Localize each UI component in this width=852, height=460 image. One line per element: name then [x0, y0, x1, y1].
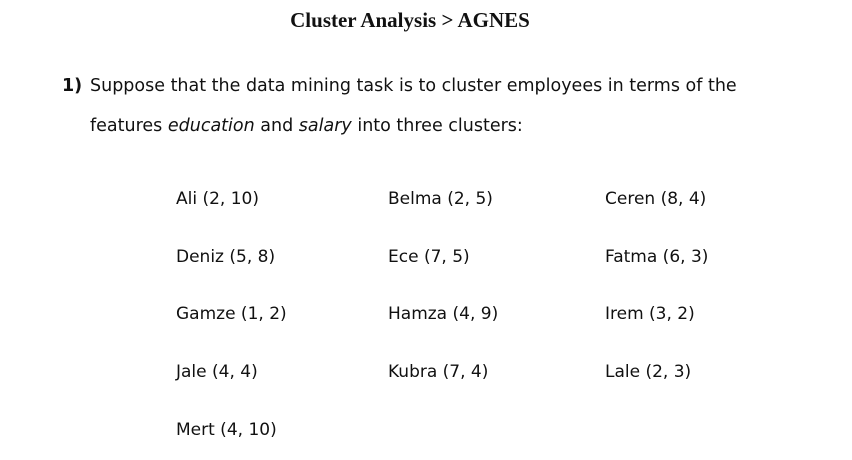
data-point: Mert (4, 10)	[176, 420, 277, 440]
data-point: Belma (2, 5)	[388, 189, 493, 209]
data-point: Ece (7, 5)	[388, 247, 470, 267]
data-point: Ceren (8, 4)	[605, 189, 707, 209]
data-point: Kubra (7, 4)	[388, 362, 489, 382]
question-text-mid: and	[254, 116, 299, 136]
question-text-suffix: into three clusters:	[351, 116, 523, 136]
data-point: Lale (2, 3)	[605, 362, 692, 382]
data-point: Fatma (6, 3)	[605, 247, 709, 267]
data-point: Gamze (1, 2)	[176, 304, 287, 324]
question-text-prefix: features	[90, 116, 168, 136]
question-text-line-1: Suppose that the data mining task is to cluster employees in terms of the	[90, 76, 737, 96]
data-point: Ali (2, 10)	[176, 189, 259, 209]
page-title: Cluster Analysis > AGNES	[290, 8, 530, 32]
data-point: Irem (3, 2)	[605, 304, 695, 324]
feature-salary: salary	[298, 116, 352, 136]
data-point: Jale (4, 4)	[176, 362, 258, 382]
data-point: Deniz (5, 8)	[176, 247, 276, 267]
question-number: 1)	[62, 76, 83, 96]
data-point: Hamza (4, 9)	[388, 304, 499, 324]
feature-education: education	[167, 116, 255, 136]
